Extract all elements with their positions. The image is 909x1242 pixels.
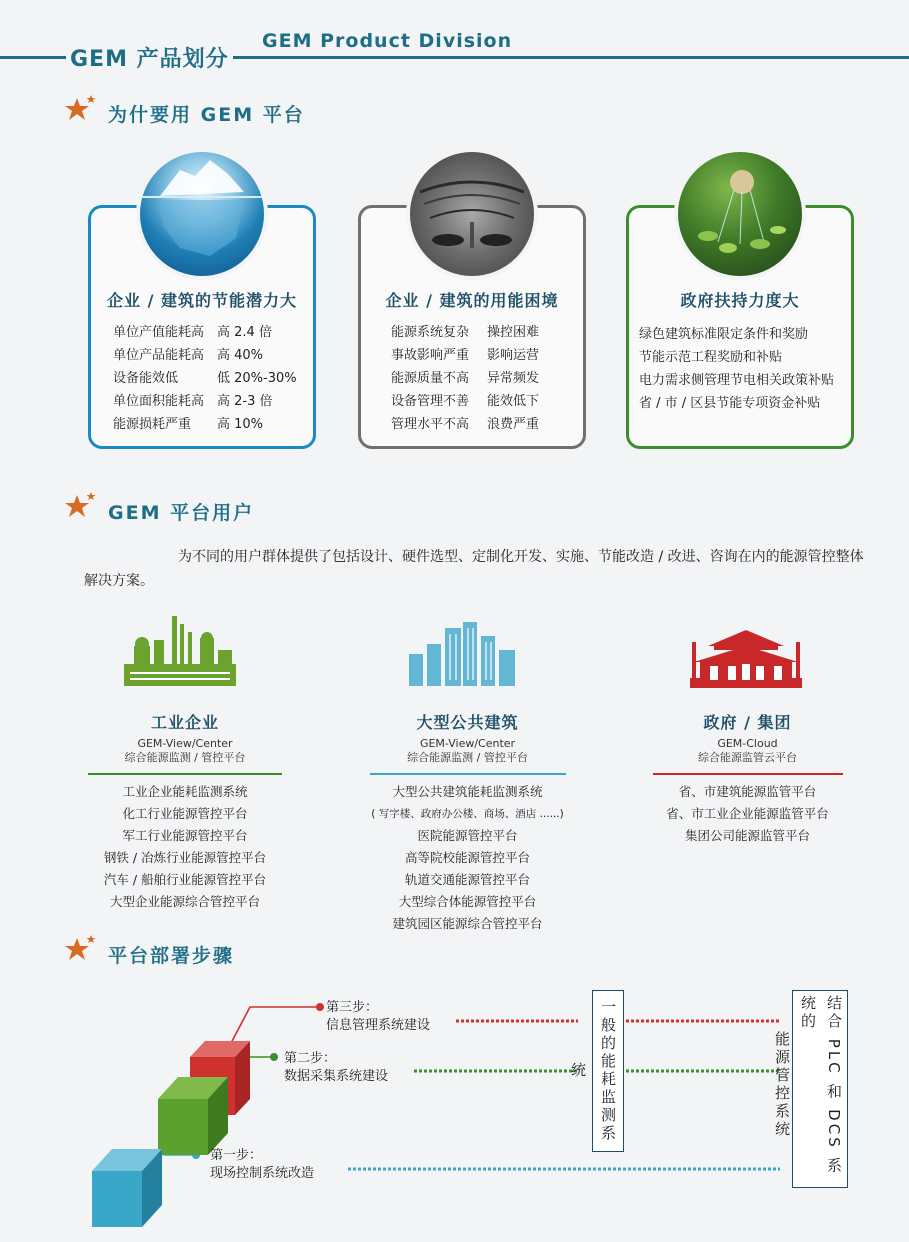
- user-column-government: [645, 710, 850, 847]
- step1-cube: [92, 1149, 162, 1227]
- card-row: 电力需求侧管理节电相关政策补贴: [639, 373, 835, 388]
- card-row: 省 / 市 / 区县节能专项资金补贴: [639, 396, 821, 411]
- user-column-public-buildings: [360, 710, 575, 935]
- card-title: 政府扶持力度大: [680, 291, 800, 310]
- deployment-diagram: [80, 995, 860, 1235]
- card-rows: [391, 321, 583, 436]
- user-item: 军工行业能源管控平台: [122, 828, 248, 843]
- card-row: 事故影响严重 影响运营: [391, 348, 540, 363]
- step2-cube: [158, 1077, 228, 1155]
- column-divider: [653, 773, 843, 775]
- user-item: 汽车 / 船舶行业能源管控平台: [103, 872, 267, 887]
- user-item: 省、市建筑能源监管平台: [678, 784, 817, 799]
- card-row: 设备管理不善 能效低下: [391, 394, 540, 409]
- card-row: 能源系统复杂 操控困难: [391, 325, 540, 340]
- users-intro-paragraph: 为不同的用户群体提供了包括设计、硬件选型、定制化开发、实施、节能改造 / 改进、咨询在内的能源管控整体解决方案。: [84, 549, 864, 589]
- card-row: 单位面积能耗高 高 2-3 倍: [113, 394, 273, 409]
- user-item: 大型企业能源综合管控平台: [109, 894, 260, 909]
- user-item: 轨道交通能源管控平台: [404, 872, 530, 887]
- card-row: 单位产品能耗高 高 40%: [113, 348, 264, 363]
- user-column-product: GEM-Cloud: [717, 737, 778, 750]
- factory-icon: [120, 610, 240, 688]
- step1-label: 第一步： 现场控制系统改造: [210, 1148, 315, 1181]
- star-icon: [64, 94, 98, 124]
- card-title: 企业 / 建筑的用能困境: [385, 291, 559, 310]
- user-item: 建筑园区能源综合管控平台: [392, 916, 543, 931]
- card-row: 单位产值能耗高 高 2.4 倍: [113, 325, 272, 340]
- user-item: 钢铁 / 冶炼行业能源管控平台: [103, 850, 267, 865]
- user-item: 集团公司能源监管平台: [684, 828, 810, 843]
- step3-label: 第三步： 信息管理系统建设: [326, 1000, 431, 1033]
- user-item: 高等院校能源管控平台: [404, 850, 530, 865]
- star-icon: [64, 934, 98, 964]
- user-item-note: ( 写字楼、政府办公楼、商场、酒店 ......): [371, 808, 564, 820]
- buildings-icon: [405, 620, 521, 692]
- section-title-deployment: 平台部署步骤: [108, 945, 235, 967]
- worried-face-image: [406, 148, 538, 280]
- card-row: 节能示范工程奖励和补贴: [639, 350, 783, 365]
- basic-monitoring-box: 一般的能耗监测系统: [592, 990, 624, 1152]
- iceberg-image: [136, 148, 268, 280]
- government-building-icon: [688, 624, 804, 690]
- column-divider: [88, 773, 282, 775]
- step2-label: 第二步： 数据采集系统建设: [284, 1051, 389, 1084]
- user-item: 大型综合体能源管控平台: [398, 894, 537, 909]
- card-row: 能源质量不高 异常频发: [391, 371, 540, 386]
- user-column-title: 大型公共建筑: [416, 713, 519, 732]
- user-column-desc: 综合能源监管云平台: [698, 751, 797, 764]
- user-item: 医院能源管控平台: [417, 828, 518, 843]
- user-column-title: 政府 / 集团: [703, 713, 792, 732]
- section-title-why: 为什要用 GEM 平台: [108, 104, 305, 126]
- user-column-desc: 综合能源监测 / 管控平台: [407, 751, 528, 764]
- card-row: 绿色建筑标准限定条件和奖励: [639, 327, 809, 342]
- user-column-title: 工业企业: [150, 713, 219, 732]
- section-title-users: GEM 平台用户: [108, 502, 255, 524]
- star-icon: [64, 491, 98, 521]
- integrated-control-box: 结合 PLC 和 DCS 系统的 能源管控系统: [792, 990, 848, 1188]
- user-column-industry: [80, 710, 290, 913]
- user-column-desc: 综合能源监测 / 管控平台: [124, 751, 246, 764]
- card-title: 企业 / 建筑的节能潜力大: [107, 291, 297, 310]
- card-row: 设备能效低 低 20%-30%: [113, 371, 297, 386]
- user-column-product: GEM-View/Center: [419, 737, 516, 750]
- user-item: 省、市工业企业能源监管平台: [666, 806, 829, 821]
- watering-plants-image: [674, 148, 806, 280]
- user-item: 大型公共建筑能耗监测系统: [392, 784, 543, 799]
- user-item: 工业企业能耗监测系统: [122, 784, 248, 799]
- card-row: 能源损耗严重 高 10%: [113, 417, 264, 432]
- page-title-cn: GEM 产品划分: [66, 42, 233, 73]
- card-rows: [113, 321, 313, 436]
- card-rows: [639, 323, 851, 415]
- page-title-en: GEM Product Division: [258, 30, 516, 52]
- card-row: 管理水平不高 浪费严重: [391, 417, 540, 432]
- user-column-product: GEM-View/Center: [137, 737, 233, 750]
- column-divider: [370, 773, 566, 775]
- user-item: 化工行业能源管控平台: [122, 806, 248, 821]
